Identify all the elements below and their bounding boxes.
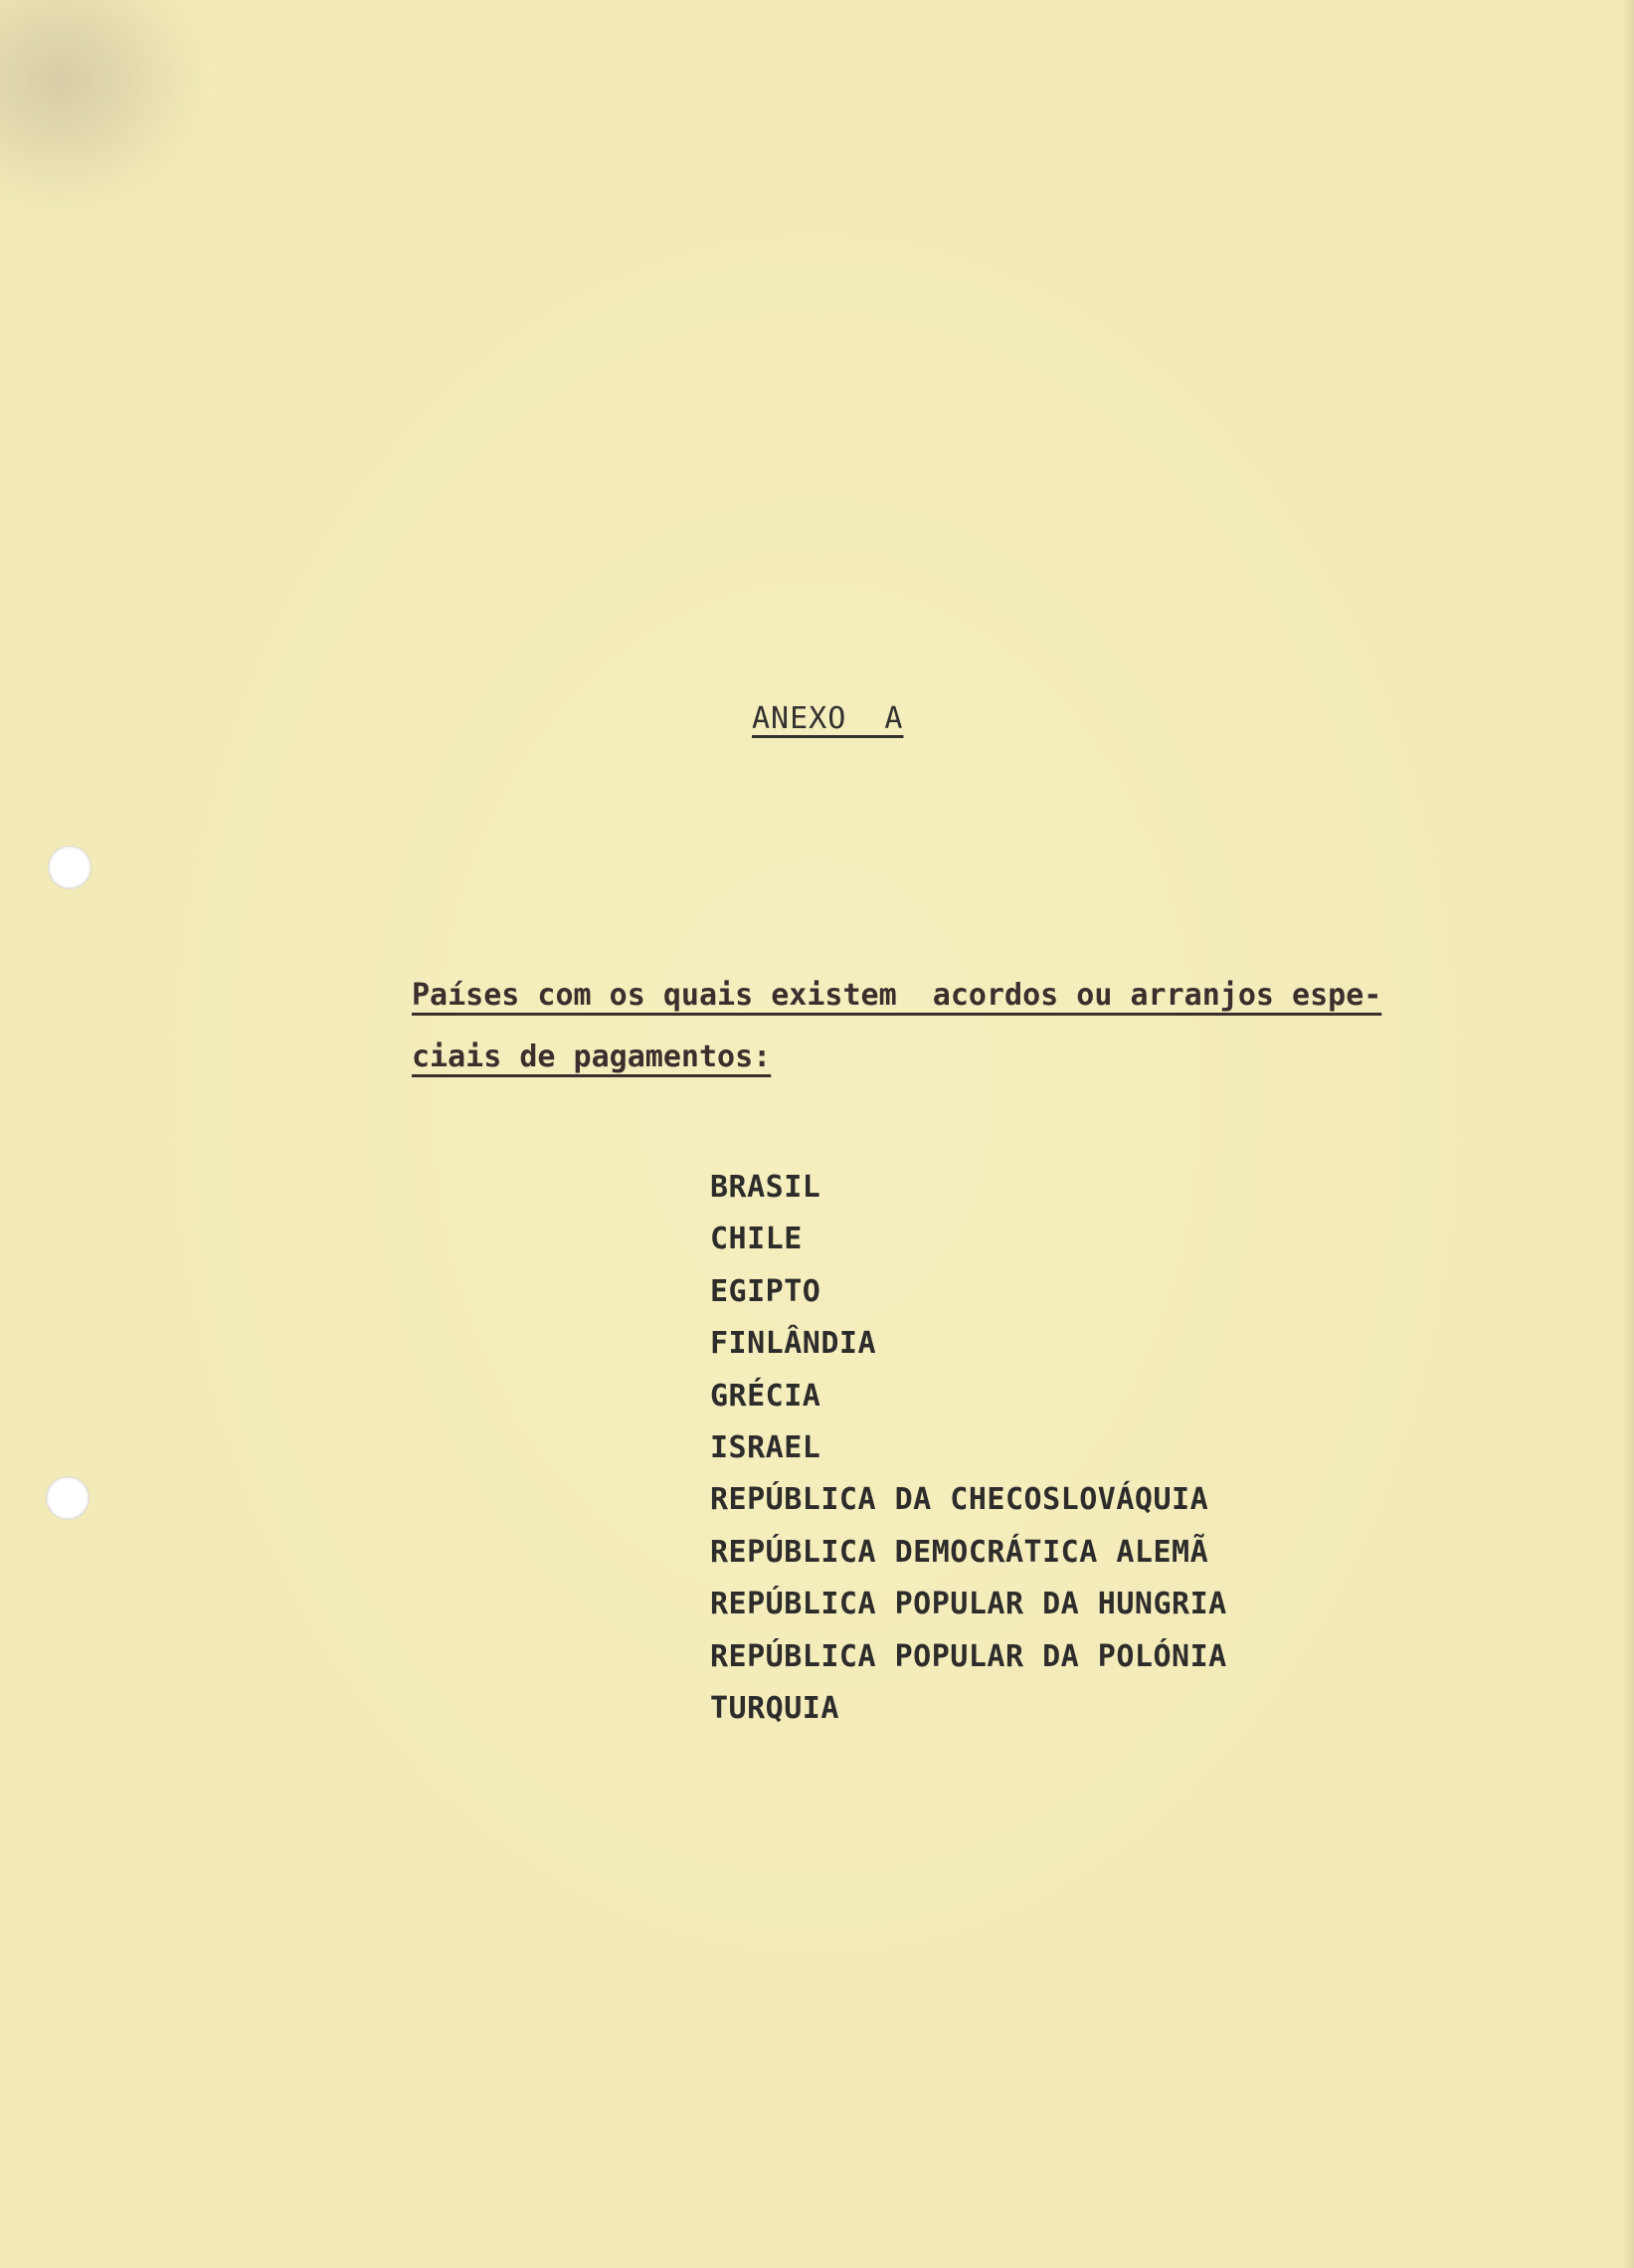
list-item-country: BRASIL bbox=[710, 1170, 821, 1205]
list-item-country: CHILE bbox=[710, 1222, 803, 1257]
list-item-country: TURQUIA bbox=[710, 1690, 839, 1726]
list-heading-line-2: ciais de pagamentos: bbox=[412, 1040, 772, 1074]
list-item-country: REPÚBLICA POPULAR DA HUNGRIA bbox=[710, 1587, 1227, 1622]
list-item-country: GRÉCIA bbox=[710, 1378, 821, 1414]
list-item-country: REPÚBLICA POPULAR DA POLÓNIA bbox=[710, 1638, 1227, 1674]
list-item-country: REPÚBLICA DA CHECOSLOVÁQUIA bbox=[710, 1482, 1209, 1518]
list-item-country: REPÚBLICA DEMOCRÁTICA ALEMÃ bbox=[710, 1534, 1209, 1570]
annex-title: ANEXO A bbox=[752, 701, 904, 736]
country-list bbox=[710, 1170, 1227, 1743]
punch-hole bbox=[46, 1476, 90, 1520]
punch-hole bbox=[48, 846, 91, 889]
list-item-country: ISRAEL bbox=[710, 1429, 821, 1465]
page-edge-shadow bbox=[1622, 0, 1634, 2268]
list-item-country: EGIPTO bbox=[710, 1273, 821, 1309]
list-heading-line-1: Países com os quais existem acordos ou arranjos espe- bbox=[412, 978, 1382, 1013]
list-item-country: FINLÂNDIA bbox=[710, 1326, 877, 1362]
